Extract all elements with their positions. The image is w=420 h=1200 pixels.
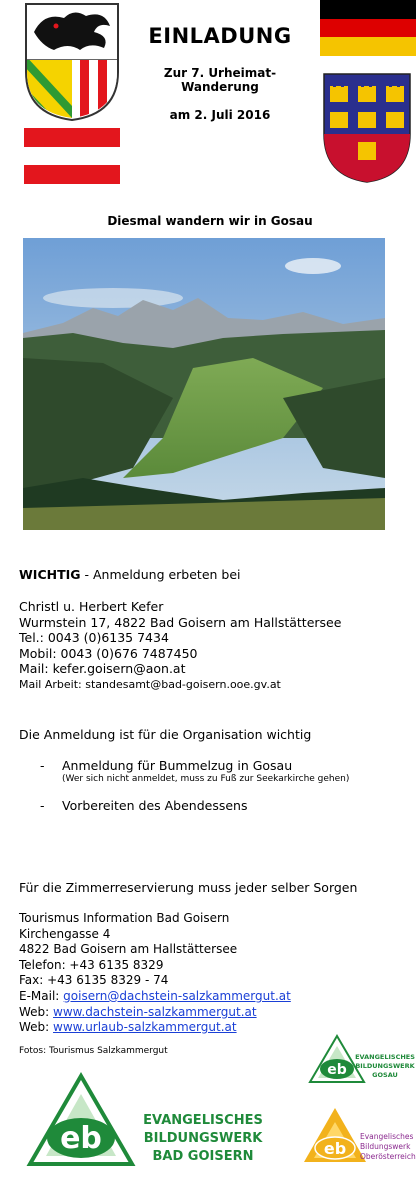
tourism-email-row: E-Mail: goisern@dachstein-salzkammergut.at — [19, 988, 291, 1003]
tourism-phone: Telefon: +43 6135 8329 — [19, 957, 164, 972]
headline: Diesmal wandern wir in Gosau — [107, 214, 313, 228]
event-date: am 2. Juli 2016 — [169, 108, 271, 122]
contact-mail-work: Mail Arbeit: standesamt@bad-goisern.ooe.gv.at — [19, 677, 281, 691]
contact-tel: Tel.: 0043 (0)6135 7434 — [19, 630, 169, 645]
coat-of-arms-left-icon — [24, 2, 120, 122]
bullet-dash: - — [40, 758, 45, 773]
bildungswerk-bad-goisern-logo-icon — [26, 1072, 136, 1168]
tourism-name: Tourismus Information Bad Goisern — [19, 911, 230, 925]
tourism-web-row: Web: www.dachstein-salzkammergut.at — [19, 1004, 257, 1019]
bildungswerk-ooe-logo-icon — [302, 1106, 368, 1164]
photo-credit: Fotos: Tourismus Salzkammergut — [19, 1046, 168, 1056]
tourism-web-link-2[interactable]: www.urlaub-salzkammergut.at — [53, 1020, 237, 1035]
tourism-web-link-1[interactable]: www.dachstein-salzkammergut.at — [53, 1004, 257, 1019]
austria-flag-icon — [24, 128, 120, 184]
bullet-item: Anmeldung für Bummelzug in Gosau (Wer sich nicht anmeldet, muss zu Fuß zur Seekarkirche gehen) — [62, 758, 350, 784]
landscape-photo — [23, 238, 385, 530]
tourism-fax: Fax: +43 6135 8329 - 74 — [19, 973, 169, 988]
tourism-street: Kirchengasse 4 — [19, 926, 111, 941]
logo-mark: eb — [60, 1121, 102, 1156]
tourism-web-row: Web: www.urlaub-salzkammergut.at — [19, 1020, 237, 1035]
germany-flag-icon — [320, 0, 416, 56]
bullet-note: (Wer sich nicht anmeldet, muss zu Fuß zur Seekarkirche gehen) — [62, 774, 350, 784]
important-notice: WICHTIG - Anmeldung erbeten bei — [19, 567, 241, 582]
bullet-item: Vorbereiten des Abendessens — [62, 798, 248, 813]
contact-block — [19, 599, 341, 692]
svg-text:eb: eb — [327, 1062, 347, 1078]
contact-mobile: Mobil: 0043 (0)676 7487450 — [19, 645, 198, 661]
contact-mail: Mail: kefer.goisern@aon.at — [19, 661, 186, 676]
tourism-block — [19, 911, 291, 1036]
event-subtitle: Zur 7. Urheimat- Wanderung — [163, 66, 277, 94]
logo-text-ooe: Evangelisches Bildungswerk Oberösterreich — [360, 1132, 416, 1161]
logo-text-bad-goisern: EVANGELISCHES BILDUNGSWERK BAD GOISERN — [143, 1113, 263, 1164]
contact-name: Christl u. Herbert Kefer — [19, 599, 164, 614]
tourism-email-link[interactable]: goisern@dachstein-salzkammergut.at — [63, 988, 291, 1003]
contact-address: Wurmstein 17, 4822 Bad Goisern am Hallstättersee — [19, 614, 342, 630]
page-title: EINLADUNG — [148, 24, 292, 48]
tourism-city: 4822 Bad Goisern am Hallstättersee — [19, 942, 238, 957]
logo-text-gosau: EVANGELISCHES BILDUNGSWERK GOSAU — [355, 1053, 415, 1079]
svg-text:eb: eb — [323, 1139, 347, 1158]
room-note: Für die Zimmerreservierung muss jeder selber Sorgen — [19, 880, 358, 895]
coat-of-arms-right-icon — [322, 72, 412, 184]
bullet-dash: - — [40, 798, 45, 813]
registration-note: Die Anmeldung ist für die Organisation wichtig — [19, 727, 312, 742]
